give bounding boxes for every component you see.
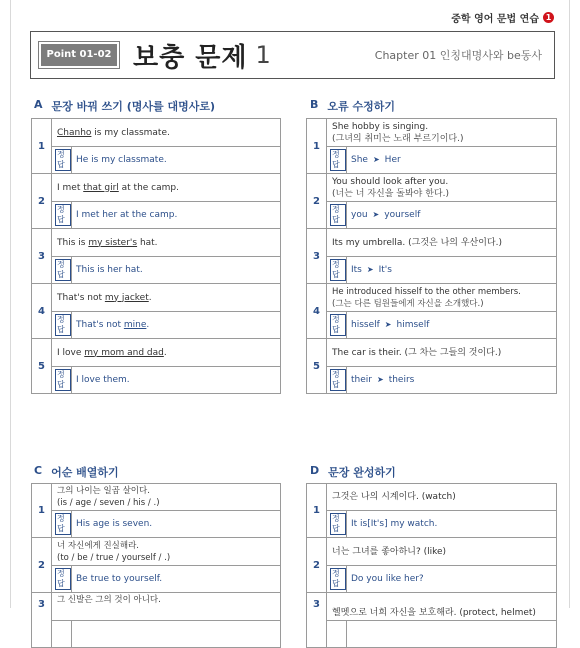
question: Chanho is my classmate. <box>52 119 281 147</box>
answer-label: 정답 <box>327 202 347 229</box>
table-row <box>32 538 281 566</box>
point-badge: Point 01-02 <box>41 44 117 66</box>
answer-row <box>32 202 281 229</box>
page-title-number: 1 <box>255 41 271 69</box>
table-row <box>32 339 281 367</box>
question: 그것은 나의 시계이다. (watch) <box>327 484 557 511</box>
section-b-heading <box>310 98 395 114</box>
answer-row <box>32 257 281 284</box>
section-title: 문장 완성하기 <box>328 466 396 479</box>
answer-row <box>307 566 557 593</box>
answer-label: 정답 <box>327 257 347 284</box>
table-row <box>307 174 557 202</box>
question: The car is their. (그 차는 그들의 것이다.) <box>327 339 557 367</box>
question: Its my umbrella. (그것은 나의 우산이다.) <box>327 229 557 257</box>
section-c-table <box>31 483 281 648</box>
answer-label: 정답 <box>327 511 347 538</box>
item-number: 3 <box>307 229 327 284</box>
answer-text: Do you like her? <box>347 566 557 593</box>
answer-row <box>32 621 281 648</box>
question: 그 신발은 그의 것이 아니다. <box>52 593 281 621</box>
answer-label <box>327 621 347 648</box>
item-number: 2 <box>32 174 52 229</box>
item-number: 1 <box>32 484 52 538</box>
question: 너 자신에게 진실해라. (to / be / true / yourself / .) <box>52 538 281 566</box>
book-title: 중학 영어 문법 연습 <box>451 14 539 25</box>
correction: She ➤ Her <box>347 147 557 174</box>
right-page-border <box>569 0 570 608</box>
section-d-table <box>306 483 557 648</box>
section-d-heading <box>310 464 396 480</box>
item-number: 2 <box>307 174 327 229</box>
answer-label: 정답 <box>52 511 72 538</box>
question: I met that girl at the camp. <box>52 174 281 202</box>
answer-row <box>32 147 281 174</box>
book-label <box>451 10 554 25</box>
answer-label: 정답 <box>52 566 72 593</box>
section-title: 오류 수정하기 <box>327 100 395 113</box>
chapter-label: Chapter 01 인칭대명사와 be동사 <box>374 49 542 62</box>
question: You should look after you. (너는 너 자신을 돌봐야 한다.) <box>327 174 557 202</box>
table-row <box>307 119 557 147</box>
answer-row <box>307 511 557 538</box>
answer-text <box>347 621 557 648</box>
table-row <box>307 339 557 367</box>
item-number: 1 <box>307 119 327 174</box>
table-row <box>307 484 557 511</box>
question: She hobby is singing. (그녀의 취미는 노래 부르기이다.) <box>327 119 557 147</box>
answer-text: It is[It's] my watch. <box>347 511 557 538</box>
section-title: 어순 배열하기 <box>51 466 119 479</box>
answer-text: That's not mine. <box>72 312 281 339</box>
correction: you ➤ yourself <box>347 202 557 229</box>
item-number: 1 <box>307 484 327 538</box>
section-c-heading <box>34 464 119 480</box>
section-letter: A <box>34 98 43 111</box>
answer-label <box>52 621 72 648</box>
item-number: 4 <box>307 284 327 339</box>
section-title: 문장 바꿔 쓰기 (명사를 대명사로) <box>51 100 216 113</box>
table-row <box>32 174 281 202</box>
section-a-table <box>31 118 281 394</box>
correction: their ➤ theirs <box>347 367 557 394</box>
answer-label: 정답 <box>52 312 72 339</box>
answer-text: I met her at the camp. <box>72 202 281 229</box>
answer-text: This is her hat. <box>72 257 281 284</box>
section-letter: D <box>310 464 320 477</box>
answer-row <box>32 511 281 538</box>
table-row <box>307 229 557 257</box>
table-row <box>32 484 281 511</box>
left-page-border <box>10 0 11 608</box>
answer-text: I love them. <box>72 367 281 394</box>
answer-label: 정답 <box>52 147 72 174</box>
item-number: 2 <box>32 538 52 593</box>
table-row <box>32 284 281 312</box>
question: I love my mom and dad. <box>52 339 281 367</box>
answer-row <box>307 147 557 174</box>
answer-text: Be true to yourself. <box>72 566 281 593</box>
answer-row <box>307 621 557 648</box>
answer-row <box>307 312 557 339</box>
answer-label: 정답 <box>327 147 347 174</box>
answer-row <box>32 566 281 593</box>
item-number: 3 <box>32 593 52 648</box>
table-row <box>32 229 281 257</box>
answer-label: 정답 <box>327 566 347 593</box>
title-box <box>30 31 555 79</box>
answer-text: His age is seven. <box>72 511 281 538</box>
question: He introduced hisself to the other members. (그는 다른 팀원들에게 자신을 소개했다.) <box>327 284 557 312</box>
arrow-right-icon: ➤ <box>366 265 374 274</box>
question: 너는 그녀를 좋아하니? (like) <box>327 538 557 566</box>
item-number: 4 <box>32 284 52 339</box>
correction: Its ➤ It's <box>347 257 557 284</box>
item-number: 1 <box>32 119 52 174</box>
answer-row <box>307 367 557 394</box>
table-row <box>307 538 557 566</box>
arrow-right-icon: ➤ <box>372 155 380 164</box>
table-row <box>307 593 557 621</box>
section-letter: B <box>310 98 319 111</box>
answer-row <box>307 257 557 284</box>
answer-label: 정답 <box>327 312 347 339</box>
item-number: 5 <box>307 339 327 394</box>
item-number: 3 <box>307 593 327 648</box>
question: 헬멧으로 너희 자신을 보호해라. (protect, helmet) <box>327 593 557 621</box>
answer-label: 정답 <box>52 367 72 394</box>
item-number: 5 <box>32 339 52 394</box>
answer-row <box>307 202 557 229</box>
answer-text <box>72 621 281 648</box>
section-b-table <box>306 118 557 394</box>
question: 그의 나이는 일곱 살이다. (is / age / seven / his / .) <box>52 484 281 511</box>
section-letter: C <box>34 464 43 477</box>
arrow-right-icon: ➤ <box>384 320 392 329</box>
page-number-badge: 1 <box>543 12 554 23</box>
answer-row <box>32 312 281 339</box>
section-a-heading <box>34 98 215 114</box>
table-row <box>32 119 281 147</box>
item-number: 3 <box>32 229 52 284</box>
answer-row <box>32 367 281 394</box>
question: This is my sister's hat. <box>52 229 281 257</box>
arrow-right-icon: ➤ <box>376 375 384 384</box>
table-row <box>307 284 557 312</box>
page-title: 보충 문제 <box>133 42 248 73</box>
table-row <box>32 593 281 621</box>
answer-label: 정답 <box>327 367 347 394</box>
answer-label: 정답 <box>52 202 72 229</box>
arrow-right-icon: ➤ <box>372 210 380 219</box>
correction: hisself ➤ himself <box>347 312 557 339</box>
question: That's not my jacket. <box>52 284 281 312</box>
answer-text: He is my classmate. <box>72 147 281 174</box>
item-number: 2 <box>307 538 327 593</box>
answer-label: 정답 <box>52 257 72 284</box>
